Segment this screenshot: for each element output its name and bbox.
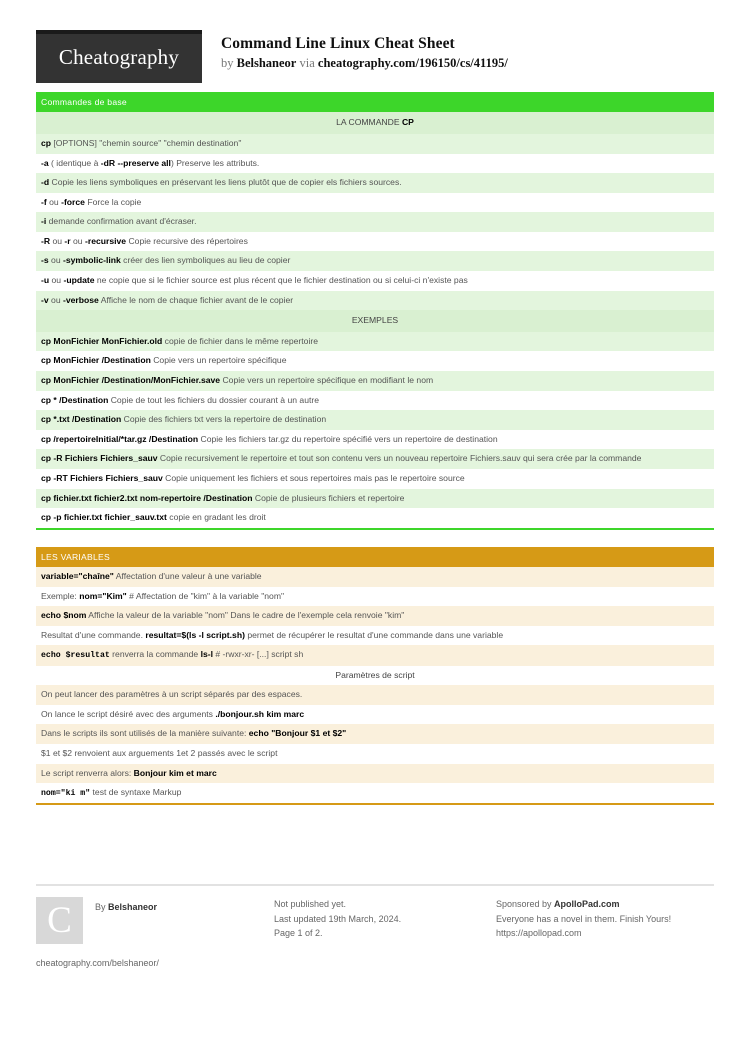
page-title: Command Line Linux Cheat Sheet: [221, 35, 455, 52]
page-footer: [36, 884, 714, 971]
text-fragment: echo $resultat: [41, 651, 110, 661]
table-cell: [36, 212, 714, 232]
text-fragment: Copie les liens symboliques en préservant les liens plutôt que de copier els fichiers sources.: [49, 177, 402, 188]
text-fragment: ou: [48, 294, 63, 305]
section-commandes-de-base: [36, 92, 714, 530]
text-fragment: -f: [41, 196, 47, 207]
text-fragment: ( identique à: [48, 157, 101, 168]
text-fragment: echo $nom: [41, 610, 87, 621]
logo-text: Cheatography: [58, 44, 180, 69]
table-row: [36, 134, 714, 154]
table-cell: [36, 251, 714, 271]
text-fragment: -a: [41, 157, 49, 168]
author-row: [36, 897, 250, 944]
table-row: [36, 371, 714, 391]
table-row: [36, 645, 714, 665]
text-fragment: variable="chaîne": [41, 571, 114, 582]
table-row: [36, 173, 714, 193]
text-fragment: Exemple:: [41, 590, 80, 601]
table-row: [36, 449, 714, 469]
text-fragment: -symbolic-link: [63, 255, 121, 266]
table-row: [36, 724, 714, 744]
text-fragment: Affectation d'une valeur à une variable: [113, 571, 262, 582]
text-fragment: $1 et $2 renvoient aux arguements 1et 2 passés avec le script: [41, 747, 278, 758]
table-cell: [36, 587, 714, 607]
sponsor-prefix: Sponsored by: [496, 899, 555, 909]
author-by-label: By: [95, 902, 109, 912]
text-fragment: Affiche la valeur de la variable "nom" Dans le cadre de l'exemple cela renvoie "kim": [86, 610, 405, 621]
table-cell: [36, 724, 714, 744]
text-fragment: Dans le scripts ils sont utilisés de la manière suivante:: [41, 728, 249, 739]
table-row: [36, 508, 714, 528]
author-name-value: Belshaneor: [108, 902, 158, 912]
table-cell: [36, 193, 714, 213]
text-fragment: cp *.txt /Destination: [41, 414, 122, 425]
text-fragment: Copie vers un repertoire spécifique: [150, 355, 287, 366]
text-fragment: On lance le script désiré avec des arguments: [41, 708, 216, 719]
title-block: [202, 30, 508, 73]
source-url-link[interactable]: cheatography.com/196150/cs/41195/: [317, 56, 508, 71]
section-header-commandes-de-base: Commandes de base: [36, 92, 714, 112]
table-cell: [36, 744, 714, 764]
text-fragment: Affiche le nom de chaque fichier avant de le copier: [98, 294, 294, 305]
text-fragment: -update: [63, 275, 95, 286]
text-fragment: cp MonFichier MonFichier.old: [41, 335, 163, 346]
section-header-les-variables: LES VARIABLES: [36, 547, 714, 567]
avatar: C: [36, 897, 83, 944]
table-cell: [36, 173, 714, 193]
table-row: [36, 251, 714, 271]
table-row: [36, 685, 714, 705]
text-fragment: renverra la commande: [109, 649, 201, 660]
footer-publish-column: [274, 884, 496, 971]
text-fragment: créer des lien symboliques au lieu de copier: [120, 255, 291, 266]
table-cell: [36, 332, 714, 352]
sponsor-name: ApolloPad.com: [554, 899, 620, 909]
text-fragment: On peut lancer des paramètres à un script séparés par des espaces.: [41, 689, 303, 700]
table-subheader-row: [36, 310, 714, 332]
sponsor-url[interactable]: https://apollopad.com: [496, 928, 582, 939]
text-fragment: permet de récupérer le resultat d'une commande dans une variable: [244, 629, 504, 640]
text-fragment: Copie de tout les fichiers du dossier courant à un autre: [108, 394, 319, 405]
table-cell: [36, 626, 714, 646]
text-fragment: -v: [41, 294, 49, 305]
table-cell: [36, 291, 714, 311]
table-cell: [36, 351, 714, 371]
table-cell: [36, 666, 714, 686]
table-cell: [36, 310, 714, 332]
text-fragment: Paramètres de script: [335, 669, 415, 680]
table-cell: [36, 685, 714, 705]
text-fragment: CP: [401, 117, 414, 128]
table-les-variables: [36, 567, 714, 803]
text-fragment: # -rwxr-xr- [...] script sh: [212, 649, 304, 660]
table-cell: [36, 232, 714, 252]
table-cell: [36, 508, 714, 528]
text-fragment: cp -R Fichiers Fichiers_sauv: [41, 453, 158, 464]
table-subheader-row: [36, 112, 714, 134]
text-fragment: copie de fichier dans le même repertoire: [162, 335, 319, 346]
table-row: [36, 291, 714, 311]
author-name: [83, 897, 157, 915]
table-row: [36, 469, 714, 489]
byline-author: Belshaneor: [236, 56, 297, 71]
text-fragment: echo "Bonjour $1 et $2": [248, 728, 347, 739]
text-fragment: Copie de plusieurs fichiers et repertoire: [252, 492, 405, 503]
text-fragment: cp MonFichier /Destination/MonFichier.save: [41, 375, 221, 386]
table-cell: [36, 764, 714, 784]
text-fragment: ou: [48, 255, 63, 266]
text-fragment: copie en gradant les droit: [166, 512, 266, 523]
text-fragment: Copie recursive des répertoires: [126, 235, 248, 246]
table-row: [36, 626, 714, 646]
text-fragment: ls-l: [200, 649, 213, 660]
table-cell: [36, 567, 714, 587]
table-row: [36, 271, 714, 291]
table-commandes-de-base: [36, 112, 714, 527]
text-fragment: cp /repertoireInitial/*tar.gz /Destination: [41, 433, 199, 444]
table-row: [36, 783, 714, 803]
table-cell: [36, 469, 714, 489]
text-fragment: Bonjour kim et marc: [133, 767, 217, 778]
text-fragment: -dR --preserve all: [100, 157, 171, 168]
table-cell: [36, 154, 714, 174]
table-row: [36, 212, 714, 232]
text-fragment: # Affectation de "kim" à la variable "nom": [126, 590, 285, 601]
text-fragment: Copie vers un repertoire spécifique en modifiant le nom: [220, 375, 434, 386]
table-cell: [36, 449, 714, 469]
table-row: [36, 489, 714, 509]
sections-container: [36, 92, 714, 805]
table-row: [36, 332, 714, 352]
author-profile-link[interactable]: cheatography.com/belshaneor/: [36, 958, 159, 968]
text-fragment: resultat=$(ls -l script.sh): [145, 629, 245, 640]
table-row: [36, 193, 714, 213]
text-fragment: ou: [46, 196, 62, 207]
text-fragment: Force la copie: [84, 196, 142, 207]
text-fragment: ne copie que si le fichier source est plus récent que le fichier destination ou si celui-ci n'existe pas: [94, 275, 468, 286]
publish-status: Not published yet.: [274, 899, 347, 909]
text-fragment: ou: [49, 275, 64, 286]
text-fragment: LA COMMANDE: [336, 117, 402, 128]
table-row: [36, 705, 714, 725]
table-cell: [36, 783, 714, 803]
table-row: [36, 430, 714, 450]
text-fragment: Copie uniquement les fichiers et sous repertoires mais pas le repertoire source: [162, 473, 465, 483]
text-fragment: EXEMPLES: [351, 315, 399, 326]
last-updated: Last updated 19th March, 2024.: [274, 913, 402, 924]
text-fragment: ./bonjour.sh kim marc: [215, 708, 305, 719]
text-fragment: -d: [41, 177, 50, 188]
table-row: [36, 744, 714, 764]
table-row: [36, 232, 714, 252]
text-fragment: cp -p fichier.txt fichier_sauv.txt: [41, 512, 167, 523]
text-fragment: ou: [50, 235, 65, 246]
text-fragment: -verbose: [63, 294, 99, 305]
table-cell: [36, 645, 714, 665]
text-fragment: test de syntaxe Markup: [90, 787, 182, 798]
text-fragment: -u: [41, 275, 50, 286]
page-header: [36, 0, 714, 92]
text-fragment: demande confirmation avant d'écraser.: [46, 216, 197, 227]
table-row: [36, 587, 714, 607]
table-row: [36, 410, 714, 430]
text-fragment: nom="Kim": [79, 590, 127, 601]
text-fragment: cp -RT Fichiers Fichiers_sauv: [41, 473, 163, 483]
table-cell: [36, 112, 714, 134]
table-row: [36, 764, 714, 784]
text-fragment: ou: [70, 235, 85, 246]
text-fragment: cp MonFichier /Destination: [41, 355, 151, 366]
text-fragment: Copie des fichiers txt vers la repertoire de destination: [121, 414, 327, 425]
text-fragment: -recursive: [84, 235, 127, 246]
byline-via: via: [296, 56, 318, 71]
text-fragment: -force: [61, 196, 85, 207]
text-fragment: -i: [41, 216, 47, 227]
text-fragment: ) Preserve les attributs.: [170, 157, 260, 168]
page-number: Page 1 of 2.: [274, 928, 323, 939]
table-row: [36, 391, 714, 411]
table-cell: [36, 371, 714, 391]
table-cell: [36, 134, 714, 154]
text-fragment: cp * /Destination: [41, 394, 109, 405]
table-row: [36, 606, 714, 626]
cheatography-logo[interactable]: [36, 30, 202, 83]
text-fragment: Resultat d'une commande.: [41, 629, 146, 640]
table-cell: [36, 271, 714, 291]
table-row: [36, 567, 714, 587]
sponsor-tagline: Everyone has a novel in them. Finish Yours!: [496, 913, 672, 924]
table-cell: [36, 430, 714, 450]
table-row: [36, 351, 714, 371]
table-cell: [36, 489, 714, 509]
sponsor-line: [496, 897, 714, 912]
byline-prefix: by: [221, 56, 237, 71]
text-fragment: [OPTIONS] "chemin source" "chemin destination": [51, 137, 242, 148]
text-fragment: Le script renverra alors:: [41, 767, 134, 778]
text-fragment: cp fichier.txt fichier2.txt nom-repertoire /Destination: [41, 492, 253, 503]
table-cell: [36, 606, 714, 626]
footer-sponsor-column: [496, 884, 714, 971]
table-cell: [36, 705, 714, 725]
table-cell: [36, 410, 714, 430]
text-fragment: -r: [64, 235, 71, 246]
text-fragment: Copie recursivement le repertoire et tout son contenu vers un nouveau repertoire Fichiers.sauv qui sera crée par la commande: [157, 453, 642, 464]
text-fragment: -R: [41, 235, 51, 246]
text-fragment: cp: [41, 137, 52, 148]
table-cell: [36, 391, 714, 411]
table-row: [36, 154, 714, 174]
section-les-variables: [36, 547, 714, 805]
byline: [221, 54, 508, 72]
text-fragment: -s: [41, 255, 49, 266]
footer-author-column: [36, 884, 274, 971]
text-fragment: nom="ki m": [41, 789, 91, 799]
table-subheader-row: [36, 666, 714, 686]
text-fragment: Copie les fichiers tar.gz du repertoire spécifié vers un repertoire de destination: [198, 433, 498, 444]
